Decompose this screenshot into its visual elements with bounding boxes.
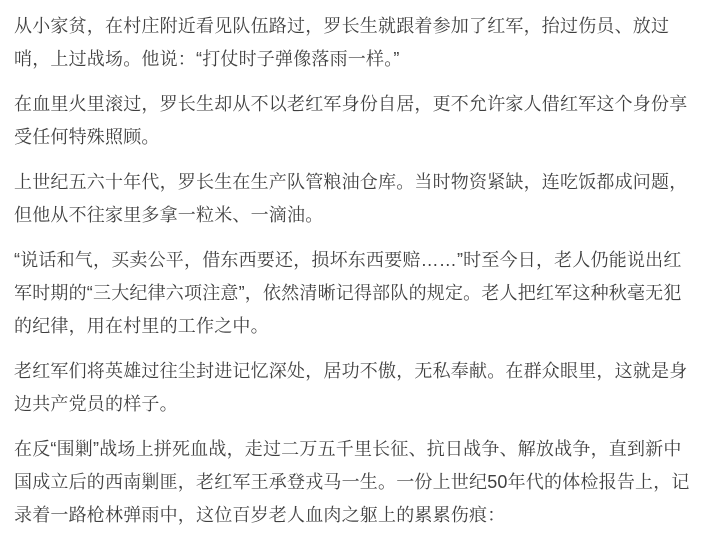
article-paragraph: 在反“围剿”战场上拼死血战，走过二万五千里长征、抗日战争、解放战争，直到新中国成立后的西南剿匪，老红军王承登戎马一生。一份上世纪50年代的体检报告上，记录着一路枪林弹雨中，这位百岁老人血肉之躯上的累累伤痕：	[14, 439, 690, 525]
article-paragraph: 上世纪五六十年代，罗长生在生产队管粮油仓库。当时物资紧缺，连吃饭都成问题，但他从不往家里多拿一粒米、一滴油。	[14, 172, 688, 225]
article-paragraph: 从小家贫，在村庄附近看见队伍路过，罗长生就跟着参加了红军，抬过伤员、放过哨，上过战场。他说：“打仗时子弹像落雨一样。”	[14, 16, 670, 69]
article-paragraph: “说话和气，买卖公平，借东西要还，损坏东西要赔……”时至今日，老人仍能说出红军时期的“三大纪律六项注意”，依然清晰记得部队的规定。老人把红军这种秋毫无犯的纪律，用在村里的工作之中。	[14, 250, 682, 336]
article-paragraph: 在血里火里滚过，罗长生却从不以老红军身份自居，更不允许家人借红军这个身份享受任何特殊照顾。	[14, 94, 688, 147]
article-paragraph: 老红军们将英雄过往尘封进记忆深处，居功不傲，无私奉献。在群众眼里，这就是身边共产党员的样子。	[14, 361, 688, 414]
